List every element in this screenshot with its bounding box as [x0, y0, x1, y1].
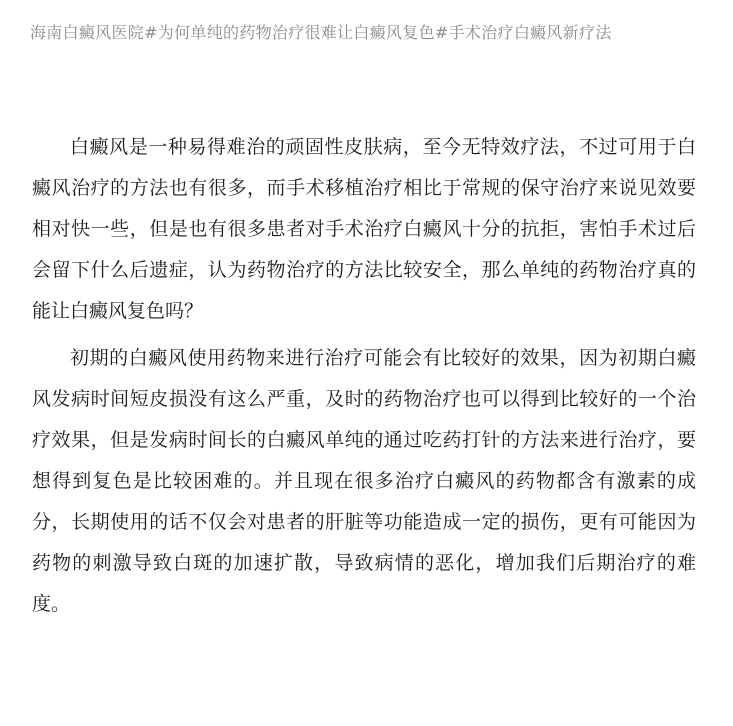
paragraph-2: 初期的白癜风使用药物来进行治疗可能会有比较好的效果，因为初期白癜风发病时间短皮损没有这么严重，及时的药物治疗也可以得到比较好的一个治疗效果，但是发病时间长的白癜风单纯的通过吃药打针的方法来进行治疗，要想得到复色是比较困难的。并且现在很多治疗白癜风的药物都含有激素的成分，长期使用的话不仅会对患者的肝脏等功能造成一定的损伤，更有可能因为药物的刺激导致白斑的加速扩散，导致病情的恶化，增加我们后期治疗的难度。	[32, 347, 696, 615]
article-title: 海南白癜风医院#为何单纯的药物治疗很难让白癜风复色#手术治疗白癜风新疗法	[30, 23, 612, 42]
paragraph-1: 白癜风是一种易得难治的顽固性皮肤病，至今无特效疗法，不过可用于白癜风治疗的方法也有很多，而手术移植治疗相比于常规的保守治疗来说见效要相对快一些，但是也有很多患者对手术治疗白癜风十分的抗拒，害怕手术过后会留下什么后遗症，认为药物治疗的方法比较安全，那么单纯的药物治疗真的能让白癜风复色吗？	[32, 136, 696, 322]
article-body	[32, 127, 696, 631]
